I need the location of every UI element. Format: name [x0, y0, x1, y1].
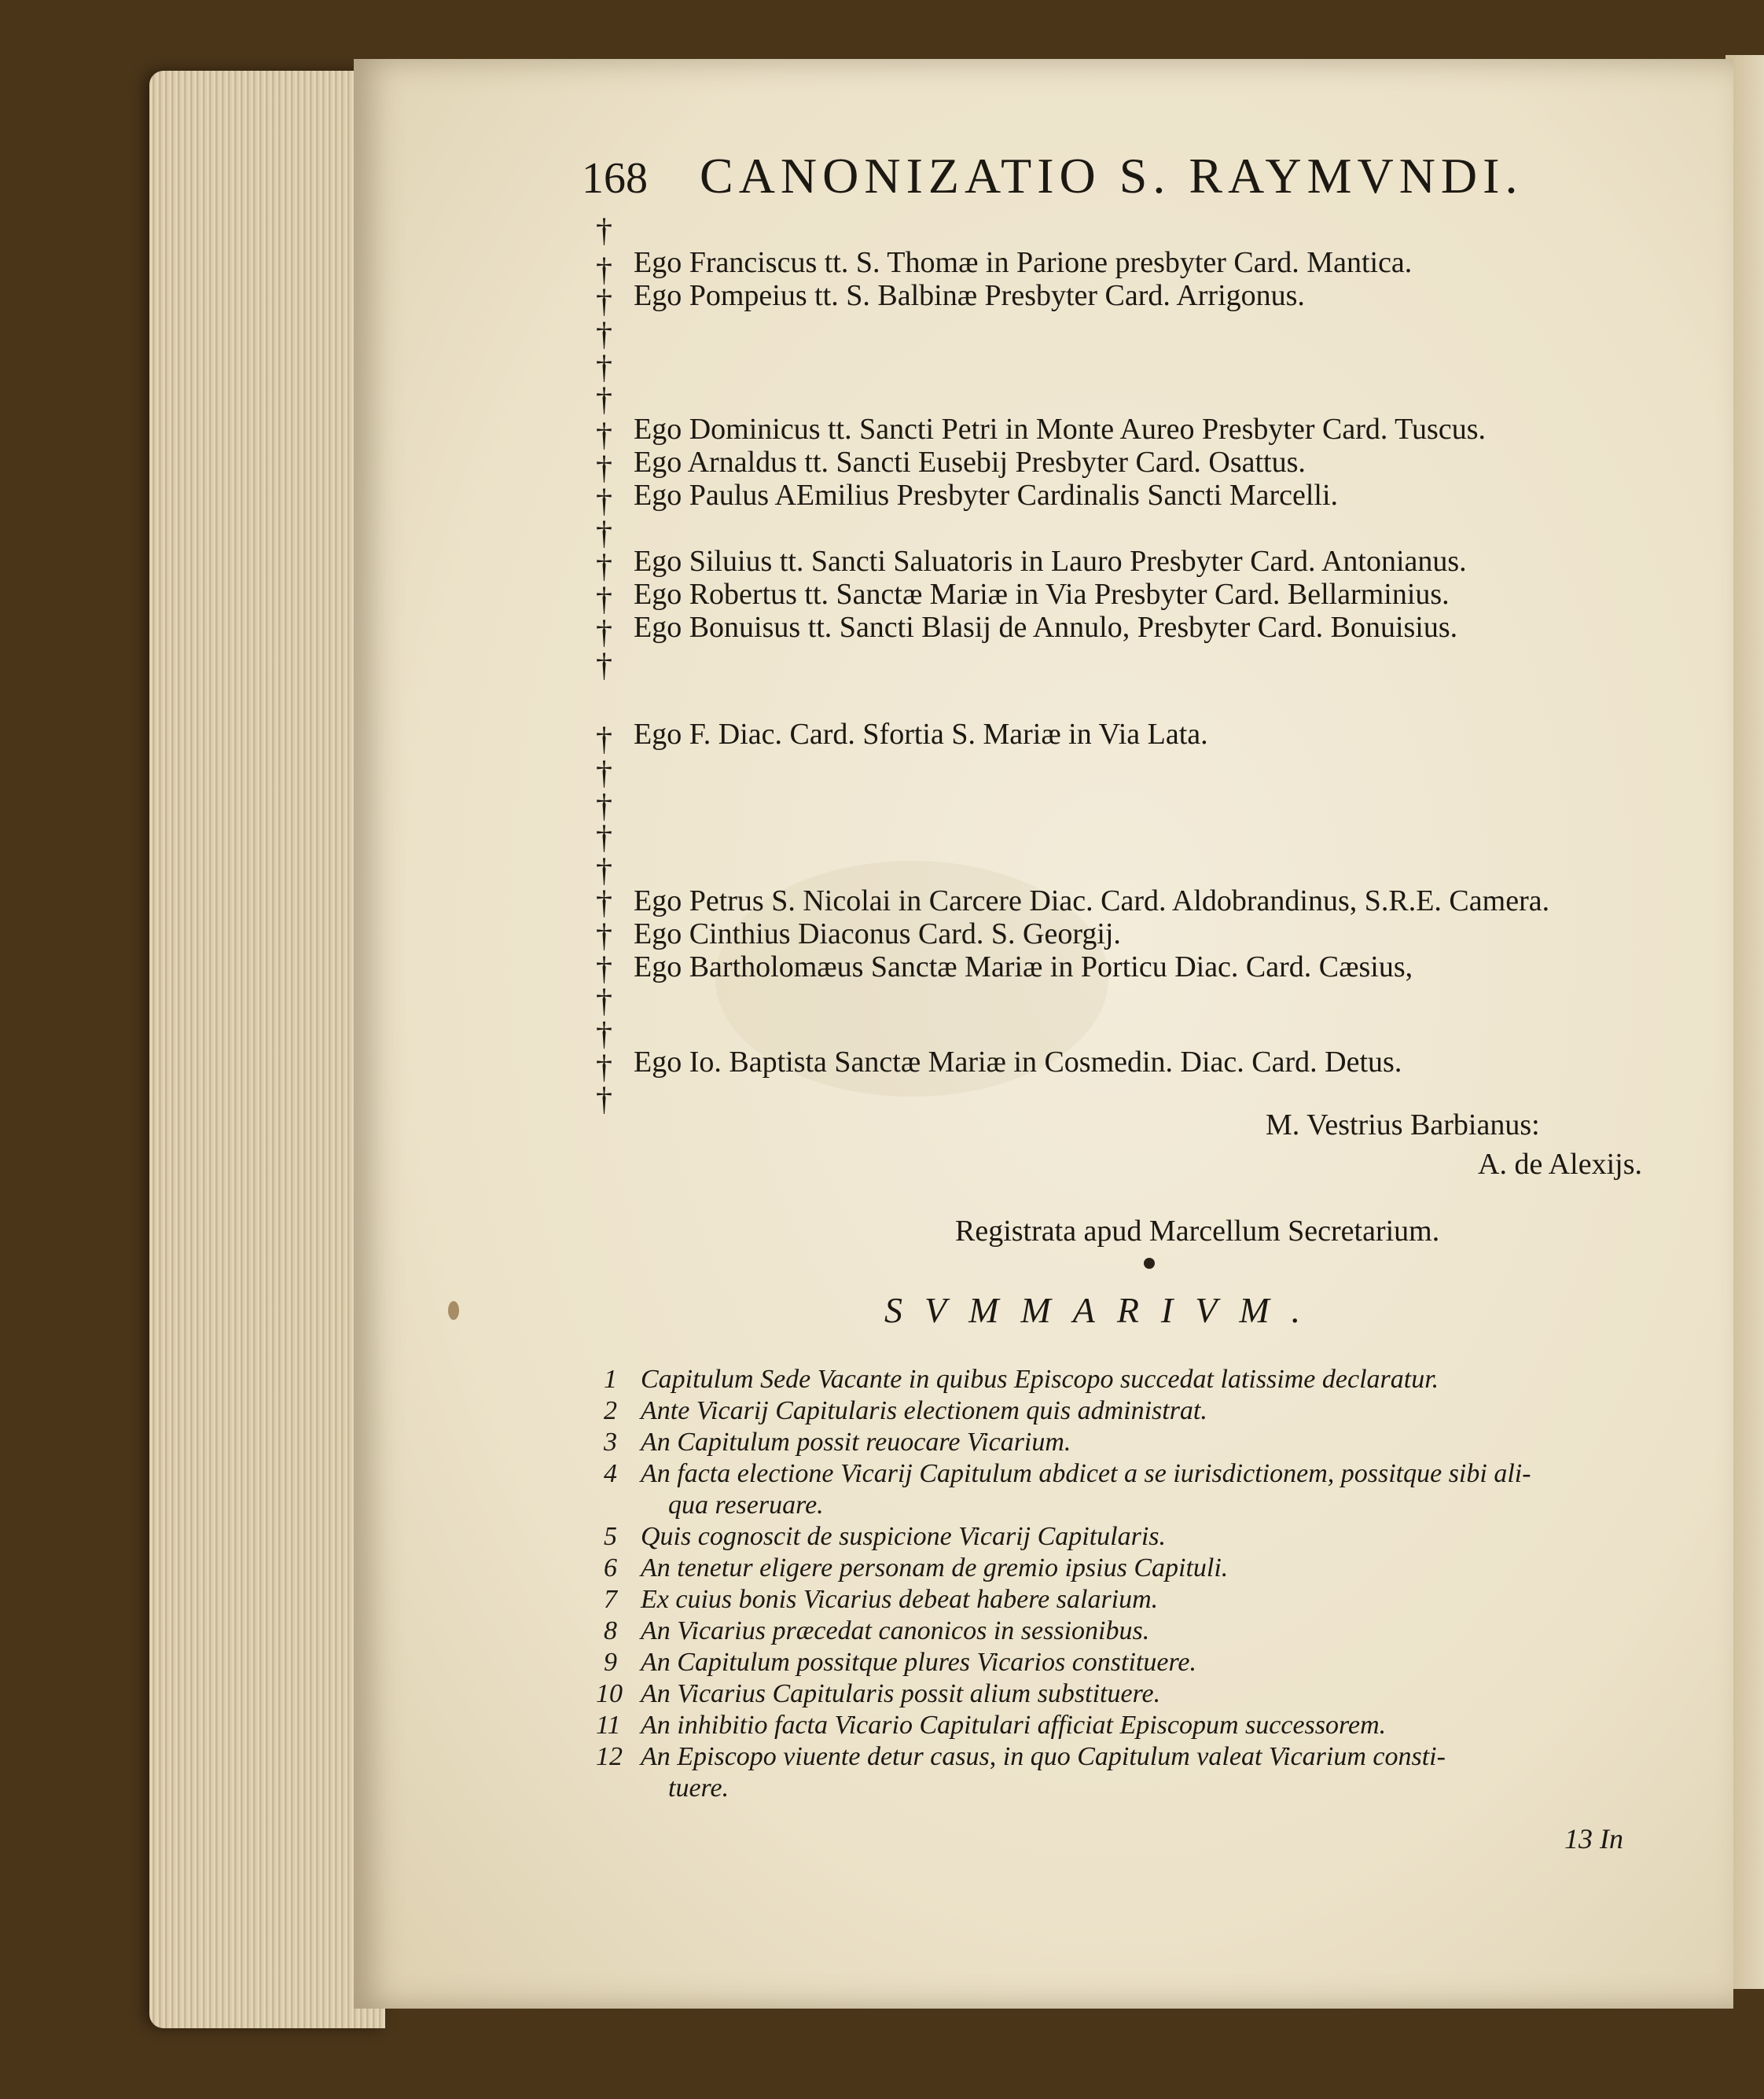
signature-line: Ego F. Diac. Card. Sfortia S. Mariæ in Via Lata.	[634, 718, 1208, 751]
summary-item-text: Ante Vicarij Capitularis electionem quis administrat.	[641, 1396, 1207, 1425]
signature-line: Ego Franciscus tt. S. Thomæ in Parione presbyter Card. Mantica.	[634, 246, 1413, 279]
cross-mark: †	[596, 516, 612, 552]
summary-item-text: An Vicarius Capitularis possit alium substituere.	[641, 1679, 1161, 1708]
cross-mark: †	[596, 213, 612, 249]
registration-note: Registrata apud Marcellum Secretarium.	[955, 1215, 1440, 1248]
summary-item-text: Capitulum Sede Vacante in quibus Episcopo succedat latissime declaratur.	[641, 1365, 1439, 1394]
cross-mark: †	[596, 755, 612, 792]
summary-item-text: An Capitulum possitque plures Vicarios constituere.	[641, 1648, 1197, 1677]
summary-item-number: 8	[604, 1616, 617, 1645]
summary-item-number: 6	[604, 1553, 617, 1583]
cross-mark: †	[596, 582, 612, 618]
signature-line: Ego Arnaldus tt. Sancti Eusebij Presbyter Card. Osattus.	[634, 446, 1306, 479]
signature-line: Ego Robertus tt. Sanctæ Mariæ in Via Presbyter Card. Bellarminius.	[634, 578, 1450, 611]
cross-mark: †	[596, 983, 612, 1020]
cross-mark: †	[596, 450, 612, 487]
signature-line: Ego Io. Baptista Sanctæ Mariæ in Cosmedin. Diac. Card. Detus.	[634, 1046, 1402, 1079]
book-page	[354, 59, 1733, 2009]
signature-line: Ego Petrus S. Nicolai in Carcere Diac. Card. Aldobrandinus, S.R.E. Camera.	[634, 884, 1550, 917]
cross-mark: †	[596, 853, 612, 889]
summary-item-text: Quis cognoscit de suspicione Vicarij Capitularis.	[641, 1522, 1166, 1551]
summary-item-number: 7	[604, 1585, 617, 1614]
signature-line: Ego Bartholomæus Sanctæ Mariæ in Porticu Diac. Card. Cæsius,	[634, 950, 1413, 983]
signature-line: Ego Pompeius tt. S. Balbinæ Presbyter Card. Arrigonus.	[634, 279, 1305, 312]
summary-item-text: An facta electione Vicarij Capitulum abdicet a se iurisdictionem, possitque sibi ali-	[641, 1459, 1531, 1488]
summary-item-continuation: tuere.	[668, 1774, 729, 1803]
cross-mark: †	[596, 885, 612, 921]
summary-item-text: An tenetur eligere personam de gremio ipsius Capituli.	[641, 1553, 1229, 1583]
summary-item-text: An inhibitio facta Vicario Capitulari afficiat Episcopum successorem.	[641, 1711, 1387, 1740]
ornament-dot	[1144, 1258, 1155, 1269]
summary-item-number: 12	[596, 1742, 623, 1771]
summary-item-number: 9	[604, 1648, 617, 1677]
summary-item-text: An Capitulum possit reuocare Vicarium.	[641, 1428, 1071, 1457]
summary-heading: SVMMARIVM.	[884, 1290, 1323, 1330]
paper-stain	[448, 1301, 459, 1320]
cross-mark: †	[596, 317, 612, 353]
page-header	[582, 147, 1523, 205]
cross-mark: †	[596, 789, 612, 825]
cross-mark: †	[596, 722, 612, 758]
cross-mark: †	[596, 1082, 612, 1118]
summary-item-continuation: qua reseruare.	[668, 1491, 824, 1520]
catchword: 13 In	[1564, 1823, 1623, 1855]
summary-item-number: 5	[604, 1522, 617, 1551]
signature-line: Ego Dominicus tt. Sancti Petri in Monte Aureo Presbyter Card. Tuscus.	[634, 413, 1487, 446]
summary-item-number: 11	[596, 1711, 621, 1740]
signature-line: Ego Siluius tt. Sancti Saluatoris in Lauro Presbyter Card. Antonianus.	[634, 545, 1467, 578]
cross-mark: †	[596, 350, 612, 386]
cross-mark: †	[596, 951, 612, 987]
cross-mark: †	[596, 417, 612, 454]
signature-line: Ego Bonuisus tt. Sancti Blasij de Annulo, Presbyter Card. Bonuisius.	[634, 611, 1458, 644]
cross-mark: †	[596, 1016, 612, 1053]
running-title: CANONIZATIO S. RAYMVNDI.	[700, 148, 1523, 204]
summary-item-number: 2	[604, 1396, 617, 1425]
notary-signature: A. de Alexijs.	[1478, 1148, 1642, 1181]
cross-mark: †	[596, 820, 612, 856]
notary-signature: M. Vestrius Barbianus:	[1266, 1108, 1540, 1141]
cross-mark: †	[596, 648, 612, 684]
signature-line: Ego Paulus AEmilius Presbyter Cardinalis Sancti Marcelli.	[634, 479, 1339, 512]
cross-mark: †	[596, 483, 612, 520]
cross-mark: †	[596, 918, 612, 954]
summary-item-number: 3	[604, 1428, 617, 1457]
cross-mark: †	[596, 549, 612, 585]
page-number: 168	[582, 154, 648, 203]
cross-mark: †	[596, 284, 612, 320]
summary-item-text: An Vicarius præcedat canonicos in sessionibus.	[641, 1616, 1150, 1645]
summary-item-number: 4	[604, 1459, 617, 1488]
cross-mark: †	[596, 382, 612, 418]
summary-item-text: Ex cuius bonis Vicarius debeat habere salarium.	[641, 1585, 1159, 1614]
summary-item-number: 1	[604, 1365, 617, 1394]
signature-line: Ego Cinthius Diaconus Card. S. Georgij.	[634, 917, 1121, 950]
cross-mark: †	[596, 1050, 612, 1086]
cross-mark: †	[596, 615, 612, 651]
summary-item-number: 10	[596, 1679, 623, 1708]
cross-mark: †	[596, 252, 612, 289]
summary-item-text: An Episcopo viuente detur casus, in quo Capitulum valeat Vicarium consti-	[641, 1742, 1446, 1771]
book-page-edges	[149, 71, 385, 2028]
